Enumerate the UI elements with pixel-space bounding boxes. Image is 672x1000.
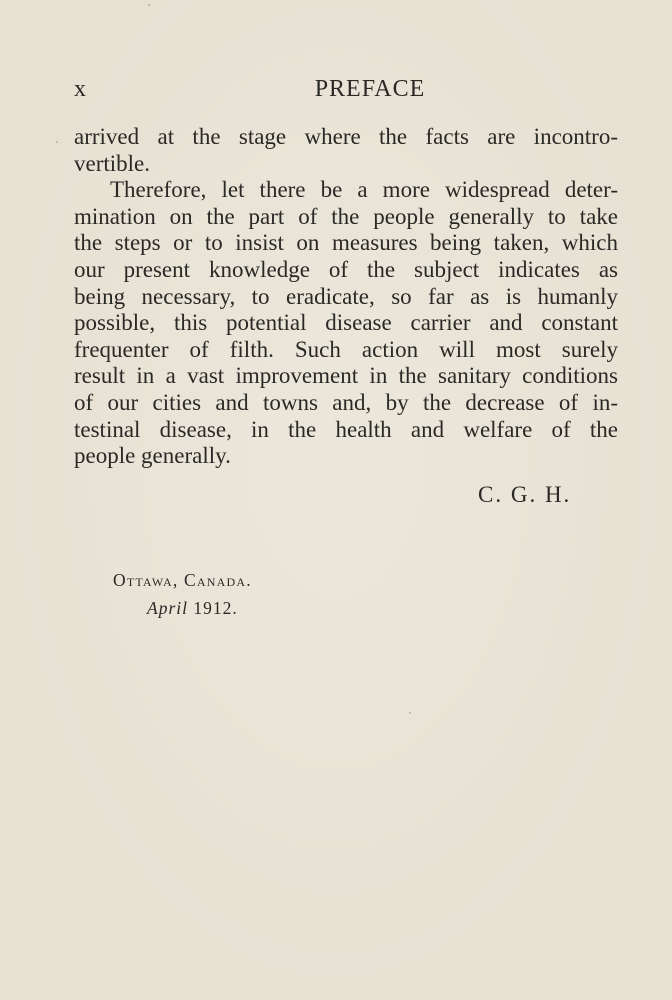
date-year: 1912.	[193, 598, 238, 618]
author-initials: C. G. H.	[478, 482, 572, 507]
text-line: result in a vast improvement in the sanitary conditions	[74, 363, 618, 389]
running-head	[74, 74, 618, 108]
text-line: frequenter of filth. Such action will most surely	[74, 336, 618, 362]
text-line: Therefore, let there be a more widespread deter-	[110, 177, 618, 203]
page-number: x	[74, 76, 87, 102]
running-title: PREFACE	[314, 76, 426, 102]
preface-body	[74, 124, 618, 470]
paper-speck	[56, 141, 58, 143]
text-line: of our cities and towns and, by the decrease of in-	[74, 389, 618, 415]
date-line	[147, 598, 238, 619]
place-line: Ottawa, Canada.	[113, 570, 252, 590]
text-line: mination on the part of the people generally to take	[74, 203, 618, 229]
text-line: testinal disease, in the health and welfare of the	[74, 416, 618, 442]
paper-speck	[148, 4, 150, 6]
text-line: people generally.	[74, 443, 231, 469]
text-line: the steps or to insist on measures being taken, which	[74, 230, 618, 256]
text-line: our present knowledge of the subject indicates as	[74, 256, 618, 282]
paper-speck	[409, 712, 411, 714]
text-line: being necessary, to eradicate, so far as is humanly	[74, 283, 618, 309]
date-month: April	[147, 598, 188, 618]
text-line: vertible.	[74, 150, 150, 176]
text-line: arrived at the stage where the facts are incontro-	[74, 124, 618, 149]
text-line: possible, this potential disease carrier and constant	[74, 310, 618, 336]
